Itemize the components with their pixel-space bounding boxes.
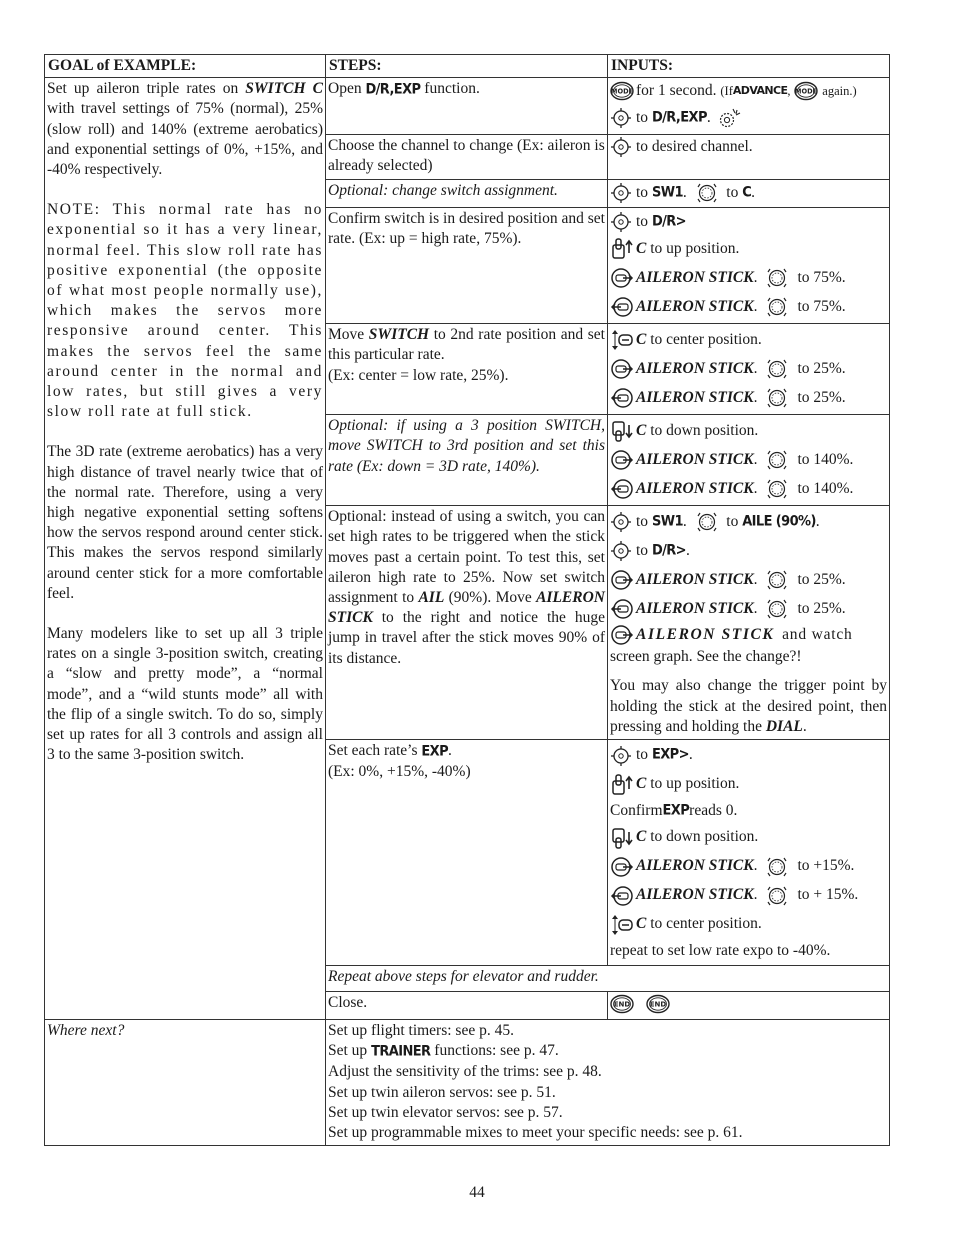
where-item: Set up twin aileron servos: see p. 51. <box>328 1083 556 1101</box>
stick-right-icon[interactable] <box>610 448 634 472</box>
dial-icon[interactable] <box>610 540 632 562</box>
inputs-stick-trigger: to SW1 . to AILE (90%) . to D/R> . AILERON STICK . to 25%. AILERON STICK . to 25%. AILERON STICK and watch screen graph. See the change?! You may also change the trigger point by holding the stick at the desired point, then pressing and holding the DIAL. <box>608 506 890 740</box>
where-next-list <box>326 1020 890 1146</box>
rotate-dial-icon[interactable] <box>765 386 789 410</box>
rotate-dial-icon[interactable] <box>765 357 789 381</box>
stick-left-icon[interactable] <box>610 386 634 410</box>
switch-down-icon[interactable] <box>610 826 634 850</box>
rotate-dial-icon[interactable] <box>765 884 789 908</box>
where-next-label: Where next? <box>45 1020 326 1146</box>
dial-press-icon[interactable] <box>715 107 741 129</box>
stick-left-icon[interactable] <box>610 597 634 621</box>
dial-icon[interactable] <box>610 182 632 204</box>
stick-right-icon[interactable] <box>610 357 634 381</box>
switch-up-icon[interactable] <box>610 773 634 797</box>
stick-right-icon[interactable] <box>610 855 634 879</box>
switch-center-icon[interactable] <box>610 328 634 352</box>
where-item: Set up twin elevator servos: see p. 57. <box>328 1103 563 1121</box>
mode-button-icon[interactable] <box>610 81 634 101</box>
step-open-drexp: Open D/R,EXP function. <box>326 78 608 135</box>
rotate-dial-icon[interactable] <box>695 510 719 534</box>
stick-right-icon[interactable] <box>610 623 634 647</box>
trigger-note: You may also change the trigger point by holding the stick at the desired point, then pressing and holding the DIAL. <box>610 677 887 735</box>
inputs-close <box>608 992 890 1020</box>
end-button-icon[interactable] <box>646 994 670 1014</box>
goal-paragraph-4: Many modelers like to set up all 3 triple rates on a single 3-position switch, creating a “slow and pretty mode”, a “normal mode”, and a “wild stunts mode” all with the flip of a single switch. To do so, simply set up rates for all 3 controls and assign all 3 to the same 3-position switch. <box>47 625 323 764</box>
rotate-dial-icon[interactable] <box>765 448 789 472</box>
rotate-dial-icon[interactable] <box>765 855 789 879</box>
inputs-switch-assignment: to SW1 . to C . <box>608 180 890 208</box>
end-button-icon[interactable] <box>610 994 634 1014</box>
step-switch-assignment: Optional: change switch assignment. <box>326 180 608 208</box>
step-set-exp: Set each rate’s EXP. (Ex: 0%, +15%, -40%) <box>326 740 608 966</box>
step-confirm-switch: Confirm switch is in desired position and set rate. (Ex: up = high rate, 75%). <box>326 208 608 324</box>
step-close: Close. <box>326 992 608 1020</box>
step-choose-channel: Choose the channel to change (Ex: aileron is already selected) <box>326 135 608 180</box>
step-second-rate: Move SWITCH to 2nd rate position and set this particular rate. (Ex: center = low rate, 25%). <box>326 324 608 415</box>
stick-right-icon[interactable] <box>610 266 634 290</box>
switch-down-icon[interactable] <box>610 419 634 443</box>
dial-icon[interactable] <box>610 745 632 767</box>
inputs-second-rate: C to center position. AILERON STICK . to 25%. AILERON STICK . to 25%. <box>608 324 890 415</box>
where-item: Set up flight timers: see p. 45. <box>328 1022 514 1040</box>
stick-left-icon[interactable] <box>610 295 634 319</box>
dial-icon[interactable] <box>610 511 632 533</box>
where-item: Set up programmable mixes to meet your specific needs: see p. 61. <box>328 1124 743 1142</box>
inputs-header: INPUTS: <box>608 55 890 78</box>
goal-header: GOAL of EXAMPLE: <box>45 55 326 78</box>
manual-page <box>44 54 889 1146</box>
stick-left-icon[interactable] <box>610 477 634 501</box>
header-row <box>45 55 890 78</box>
page-number: 44 <box>469 1184 485 1201</box>
rotate-dial-icon[interactable] <box>765 597 789 621</box>
mode-button-icon[interactable] <box>794 81 818 101</box>
inputs-confirm-switch: to D/R> C to up position. AILERON STICK . to 75%. AILERON STICK . to 75%. <box>608 208 890 324</box>
step-repeat: Repeat above steps for elevator and rudder. <box>326 966 890 992</box>
rotate-dial-icon[interactable] <box>765 477 789 501</box>
step-third-rate: Optional: if using a 3 position SWITCH, move SWITCH to 3rd position and set this rate (Ex: down = 3D rate, 140%). <box>326 415 608 506</box>
inputs-choose-channel: to desired channel. <box>608 135 890 180</box>
inputs-open-drexp: for 1 second. (If ADVANCE , again.) to D/R,EXP . <box>608 78 890 135</box>
dial-icon[interactable] <box>610 136 632 158</box>
where-item: Set up TRAINER functions: see p. 47. <box>328 1042 559 1060</box>
dial-icon[interactable] <box>610 211 632 233</box>
stick-right-icon[interactable] <box>610 568 634 592</box>
rotate-dial-icon[interactable] <box>765 568 789 592</box>
goal-paragraph-3: The 3D rate (extreme aerobatics) has a very high distance of travel nearly twice that of the normal rate. Therefore, using a very high negative exponential setting softens how the servos respond around center stick. This makes the servos respond similarly around center stick for a more comfortable feel. <box>47 443 323 602</box>
steps-header: STEPS: <box>326 55 608 78</box>
goal-cell <box>45 78 326 1020</box>
switch-up-icon[interactable] <box>610 237 634 261</box>
inputs-third-rate: C to down position. AILERON STICK . to 140%. AILERON STICK . to 140%. <box>608 415 890 506</box>
rotate-dial-icon[interactable] <box>695 181 719 205</box>
stick-left-icon[interactable] <box>610 884 634 908</box>
goal-paragraph-2: NOTE: This normal rate has no exponential so it has a very linear, normal feel. This slow roll rate has positive exponential (the opposite of what most people normally use), which makes the servos more responsive around center. This makes the servos feel the same around center in the normal and low rates, but still gives a very slow roll rate at full stick. <box>47 201 323 421</box>
switch-center-icon[interactable] <box>610 913 634 937</box>
example-table <box>44 54 890 1146</box>
step-stick-trigger: Optional: instead of using a switch, you can set high rates to be triggered when the stick moves past a certain point. To test this, set aileron high rate to 25%. Now set switch assignment to AIL (90%). Move AILERON STICK to the right and notice the huge jump in travel after the stick moves 90% of its distance. <box>326 506 608 740</box>
inputs-set-exp: to EXP> . C to up position. Confirm EXP reads 0. C to down position. AILERON STICK . to +15%. AILERON STICK . to + 15%. C to center position. repeat to set low rate expo to -40%. <box>608 740 890 966</box>
where-item: Adjust the sensitivity of the trims: see p. 48. <box>328 1063 602 1081</box>
dial-icon[interactable] <box>610 107 632 129</box>
goal-paragraph-1: Set up aileron triple rates on SWITCH C with travel settings of 75% (normal), 25% (slow roll) and 140% (extreme aerobatics) and exponential settings of 0%, +15%, and -40% respectively. <box>47 80 323 179</box>
rotate-dial-icon[interactable] <box>765 266 789 290</box>
rotate-dial-icon[interactable] <box>765 295 789 319</box>
